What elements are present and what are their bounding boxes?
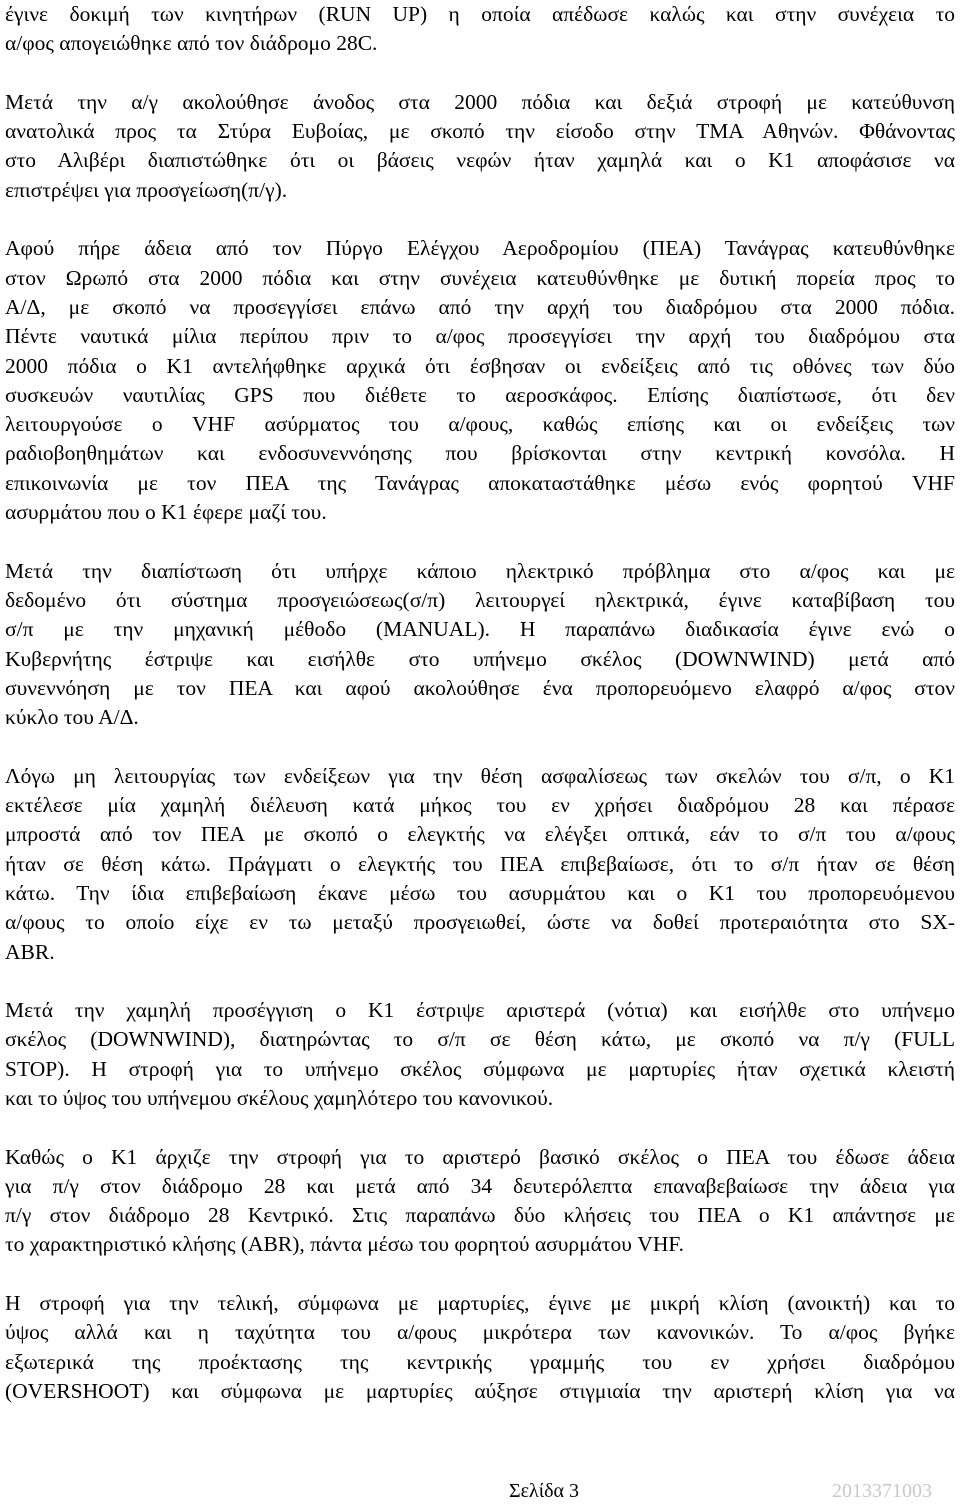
text-line: στον Ωρωπό στα 2000 πόδια και στην συνέχεια κατευθύνθηκε με δυτική πορεία προς το — [5, 265, 955, 290]
text-line: εκτέλεσε μία χαμηλή διέλευση κατά μήκος του εν χρήσει διαδρόμου 28 και πέρασε — [5, 793, 955, 818]
paragraph-5 — [5, 762, 955, 967]
text-line: α/φος απογειώθηκε από τον διάδρομο 28C. — [5, 31, 378, 56]
text-line: και το ύψος του υπήνεμου σκέλους χαμηλότερο του κανονικού. — [5, 1085, 554, 1110]
text-line: δεδομένο ότι σύστημα προσγειώσεως(σ/π) λειτουργεί ηλεκτρικά, έγινε καταβίβαση του — [5, 587, 955, 612]
text-line: ασυρμάτου που ο Κ1 έφερε μαζί του. — [5, 500, 327, 525]
text-line: ραδιοβοηθημάτων και ενδοσυνεννόησης που βρίσκονται στην κεντρική κονσόλα. Η — [5, 441, 955, 466]
page-number: Σελίδα 3 — [509, 1480, 580, 1502]
paragraph-2 — [5, 88, 955, 205]
text-line: 2000 πόδια ο Κ1 αντελήφθηκε αρχικά ότι έσβησαν οι ενδείξεις από τις οθόνες των δύο — [5, 353, 955, 378]
text-line: ήταν σε θέση κάτω. Πράγματι ο ελεγκτής του ΠΕΑ επιβεβαίωσε, ότι το σ/π ήταν σε θέση — [5, 851, 955, 876]
text-line: λειτουργούσε ο VHF ασύρματος του α/φους, καθώς επίσης και οι ενδείξεις των — [5, 412, 955, 437]
text-line: μπροστά από τον ΠΕΑ με σκοπό ο ελεγκτής να ελέγξει οπτικά, εάν το σ/π του α/φους — [5, 822, 955, 847]
text-line: Αφού πήρε άδεια από τον Πύργο Ελέγχου Αεροδρομίου (ΠΕΑ) Τανάγρας κατευθύνθηκε — [5, 236, 955, 261]
text-line: α/φους το οποίο είχε εν τω μεταξύ προσγειωθεί, ώστε να δοθεί προτεραιότητα στο SX- — [5, 910, 955, 935]
text-line: σ/π με την μηχανική μέθοδο (MANUAL). Η παραπάνω διαδικασία έγινε ενώ ο — [5, 617, 955, 642]
text-line: Μετά την α/γ ακολούθησε άνοδος στα 2000 πόδια και δεξιά στροφή με κατεύθυνση — [5, 89, 955, 114]
paragraph-1 — [5, 0, 955, 59]
text-line: (OVERSHOOT) και σύμφωνα με μαρτυρίες αύξησε στιγμιαία την αριστερή κλίση για να — [5, 1378, 955, 1403]
text-line: συσκευών ναυτιλίας GPS που διέθετε το αεροσκάφος. Επίσης διαπίστωσε, ότι δεν — [5, 382, 955, 407]
text-line: εξωτερικά της προέκτασης της κεντρικής γραμμής του εν χρήσει διαδρόμου — [5, 1349, 955, 1374]
text-line: Μετά την διαπίστωση ότι υπήρχε κάποιο ηλεκτρικό πρόβλημα στο α/φος και με — [5, 558, 955, 583]
paragraph-3 — [5, 234, 955, 527]
text-line: συνεννόηση με τον ΠΕΑ και αφού ακολούθησε ένα προπορευόμενο ελαφρό α/φος στον — [5, 675, 955, 700]
text-line: Κυβερνήτης έστριψε και εισήλθε στο υπήνεμο σκέλος (DOWNWIND) μετά από — [5, 646, 955, 671]
text-line: κύκλο του Α/Δ. — [5, 705, 139, 730]
text-line: STOP). Η στροφή για το υπήνεμο σκέλος σύμφωνα με μαρτυρίες ήταν σχετικά κλειστή — [5, 1056, 955, 1081]
paragraph-6 — [5, 996, 955, 1113]
text-line: Λόγω μη λειτουργίας των ενδείξεων για την θέση ασφαλίσεως των σκελών του σ/π, ο Κ1 — [5, 763, 955, 788]
text-line: στο Αλιβέρι διαπιστώθηκε ότι οι βάσεις νεφών ήταν χαμηλά και ο Κ1 αποφάσισε να — [5, 148, 955, 173]
document-page — [5, 0, 955, 1406]
text-line: κάτω. Την ίδια επιβεβαίωση έκανε μέσω του ασυρμάτου και ο Κ1 του προπορευόμενου — [5, 880, 955, 905]
document-id: 2013371003 — [832, 1480, 932, 1502]
text-line: Η στροφή για την τελική, σύμφωνα με μαρτυρίες, έγινε με μικρή κλίση (ανοικτή) και το — [5, 1291, 955, 1316]
text-line: Μετά την χαμηλή προσέγγιση ο Κ1 έστριψε αριστερά (νότια) και εισήλθε στο υπήνεμο — [5, 998, 955, 1023]
text-line: Καθώς ο Κ1 άρχιζε την στροφή για το αριστερό βασικό σκέλος ο ΠΕΑ του έδωσε άδεια — [5, 1144, 955, 1169]
text-line: για π/γ στον διάδρομο 28 και μετά από 34 δευτερόλεπτα επαναβεβαίωσε την άδεια για — [5, 1173, 955, 1198]
text-line: ύψος αλλά και η ταχύτητα του α/φους μικρότερα των κανονικών. Το α/φος βγήκε — [5, 1320, 955, 1345]
paragraph-8 — [5, 1289, 955, 1406]
text-line: σκέλος (DOWNWIND), διατηρώντας το σ/π σε θέση κάτω, με σκοπό να π/γ (FULL — [5, 1027, 955, 1052]
text-line: επιστρέψει για προσγείωση(π/γ). — [5, 177, 288, 202]
text-line: Πέντε ναυτικά μίλια περίπου πριν το α/φος προσεγγίσει την αρχή του διαδρόμου στα — [5, 324, 955, 349]
text-line: ABR. — [5, 939, 55, 964]
page-footer — [0, 1478, 960, 1505]
paragraph-7 — [5, 1143, 955, 1260]
text-line: το χαρακτηριστικό κλήσης (ABR), πάντα μέσω του φορητού ασυρμάτου VHF. — [5, 1232, 684, 1257]
paragraph-4 — [5, 557, 955, 733]
text-line: έγινε δοκιμή των κινητήρων (RUN UP) η οποία απέδωσε καλώς και στην συνέχεια το — [5, 2, 955, 26]
text-line: π/γ στον διάδρομο 28 Κεντρικό. Στις παραπάνω δύο κλήσεις του ΠΕΑ ο Κ1 απάντησε με — [5, 1203, 955, 1228]
text-line: ανατολικά προς τα Στύρα Ευβοίας, με σκοπό την είσοδο στην ΤΜΑ Αθηνών. Φθάνοντας — [5, 119, 955, 144]
text-line: επικοινωνία με τον ΠΕΑ της Τανάγρας αποκαταστάθηκε μέσω ενός φορητού VHF — [5, 470, 955, 495]
text-line: Α/Δ, με σκοπό να προσεγγίσει επάνω από την αρχή του διαδρόμου στα 2000 πόδια. — [5, 294, 955, 319]
